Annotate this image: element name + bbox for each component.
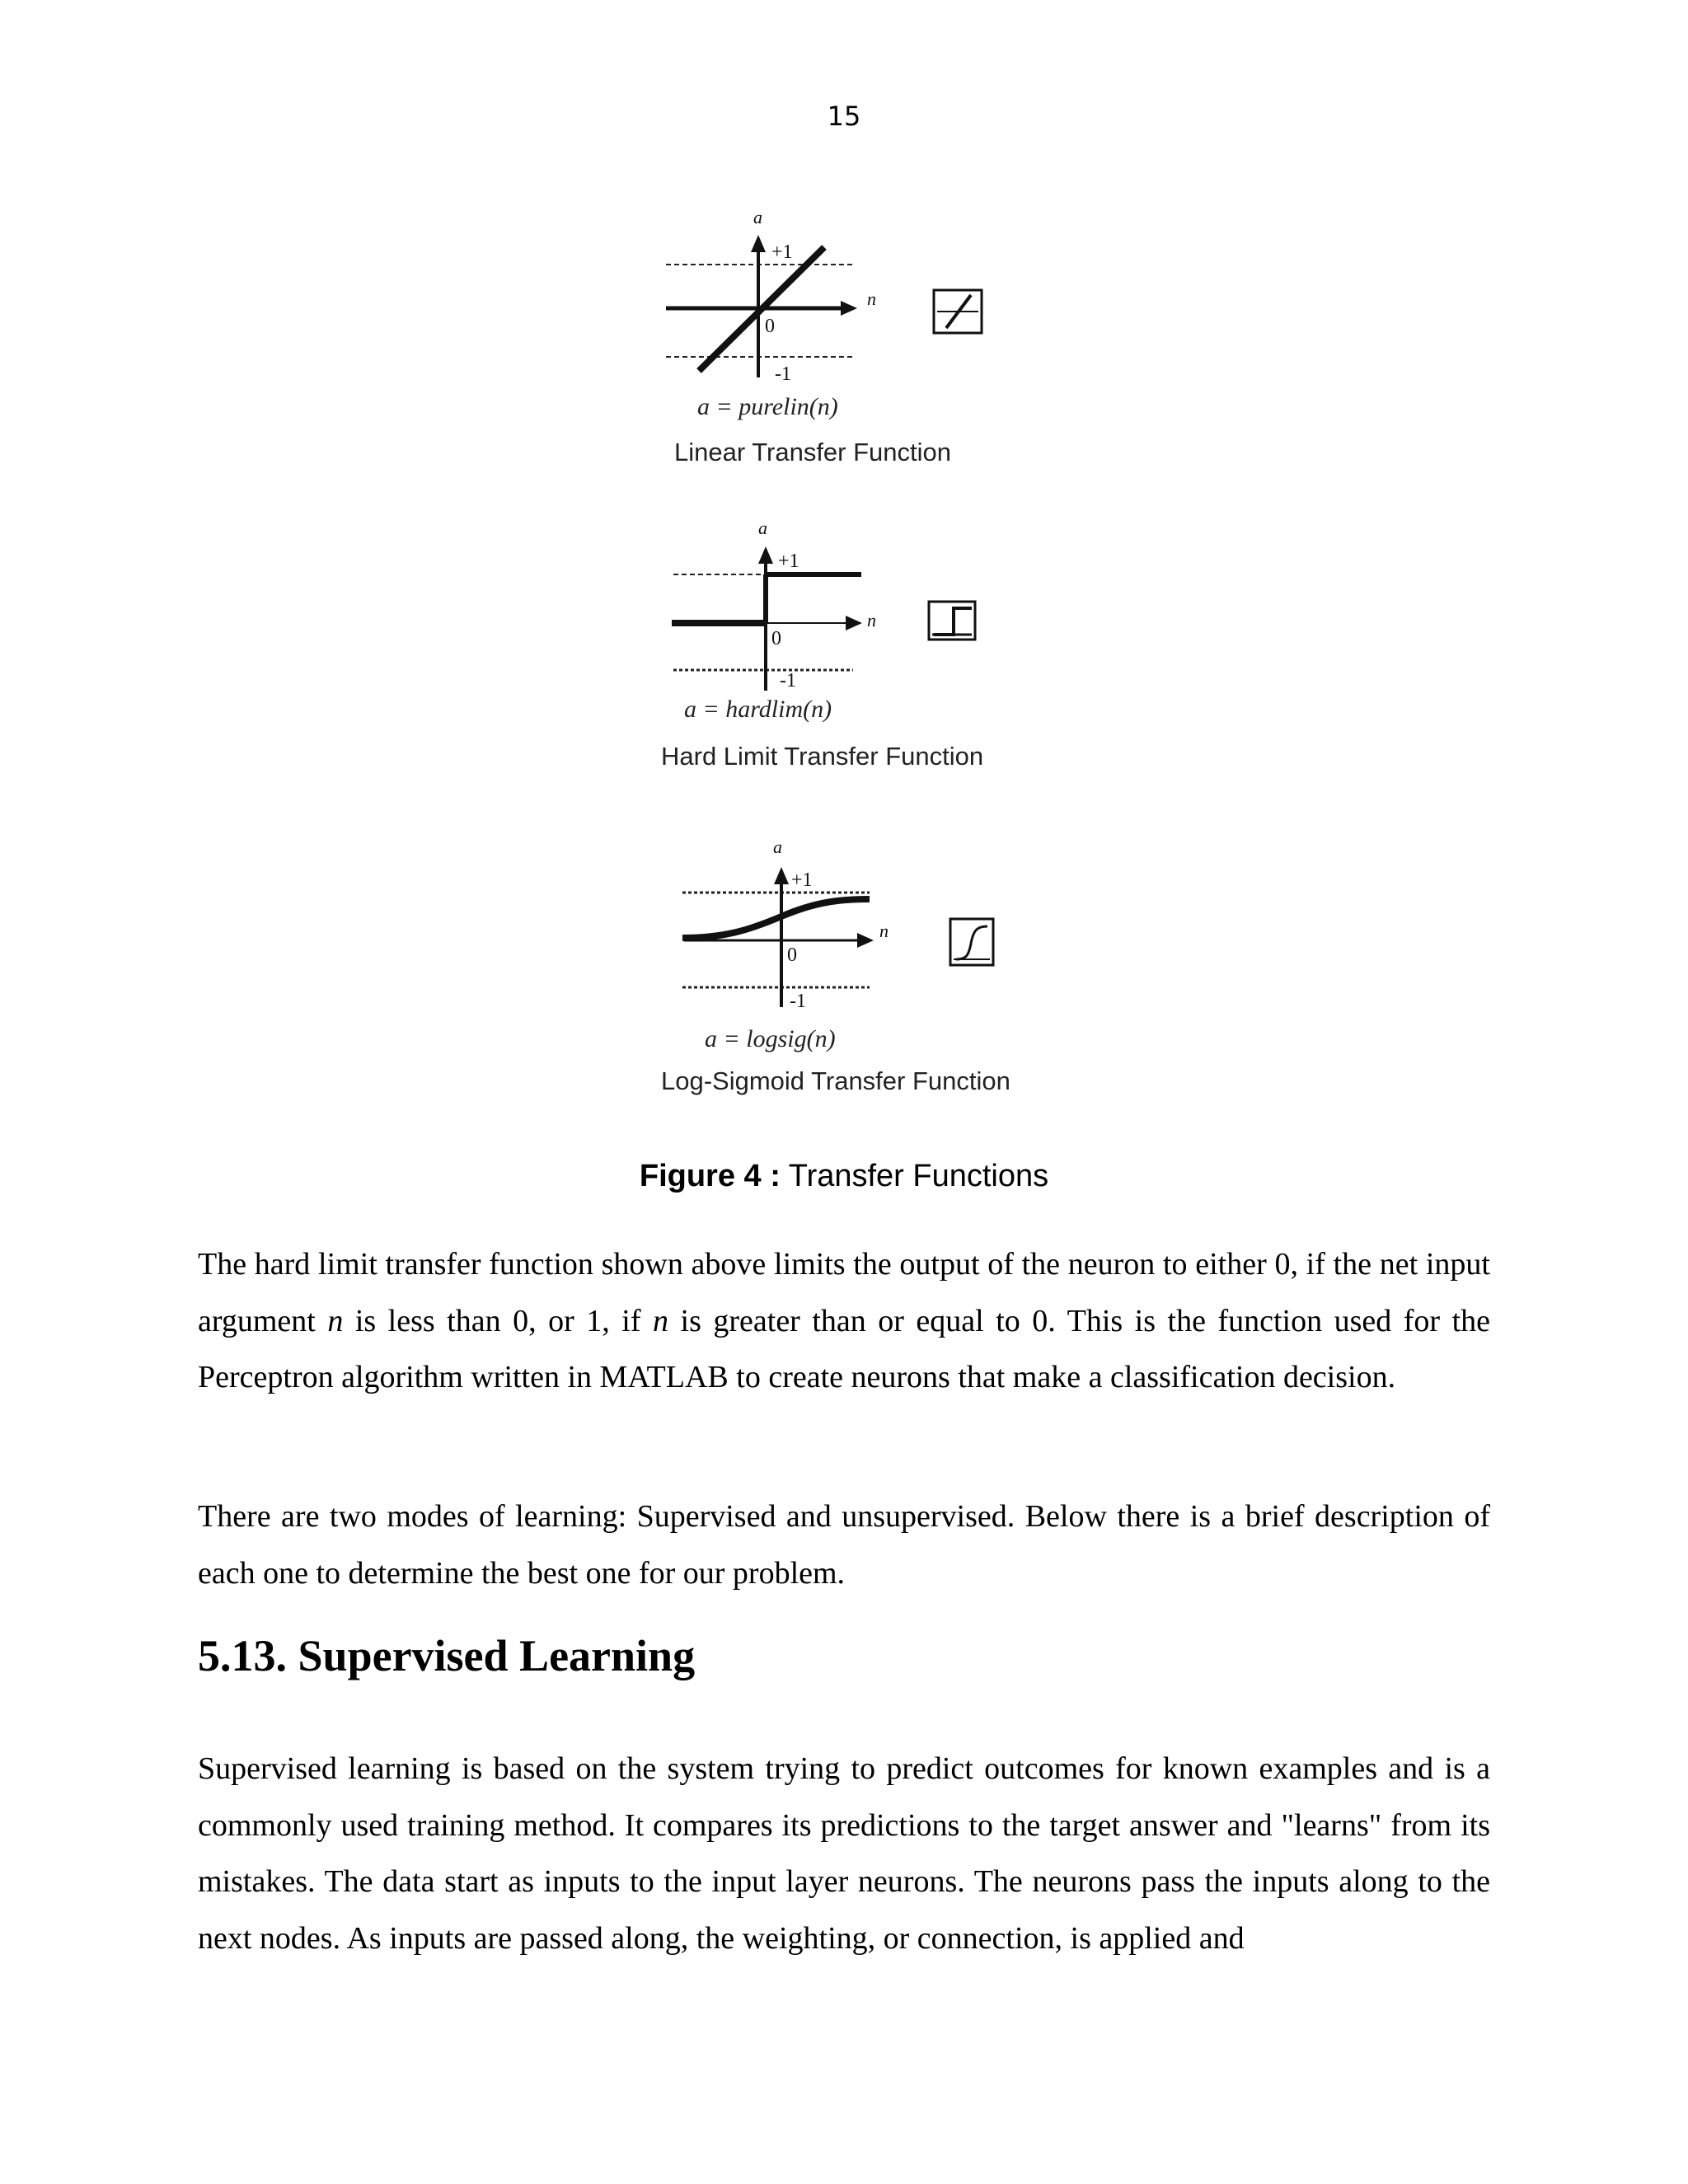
- sigmoid-symbol-icon: [950, 919, 993, 965]
- figure-caption: [0, 1159, 1688, 1194]
- text-run: is less than 0, or 1, if: [343, 1303, 654, 1338]
- purelin-equation: a = purelin(n): [697, 393, 838, 420]
- hardlim-transfer-title: Hard Limit Transfer Function: [661, 742, 984, 771]
- plus-one-label: +1: [771, 241, 793, 263]
- a-axis-label: a: [753, 207, 762, 227]
- plus-one-label: +1: [791, 869, 813, 891]
- a-axis-label: a: [758, 518, 767, 538]
- minus-one-label: -1: [780, 670, 796, 691]
- text-run: The hard limit transfer function shown above limits the output of the neuron to either 0, if the net input argument: [198, 1247, 1490, 1338]
- logsig-equation: a = logsig(n): [705, 1025, 836, 1052]
- n-axis-label: n: [867, 610, 876, 630]
- minus-one-label: -1: [775, 363, 791, 385]
- supervised-learning-paragraph: Supervised learning is based on the system trying to predict outcomes for known examples and is a commonly used training method. It compares its predictions to the target answer and "learns" from its mistakes. The data start as inputs to the input layer neurons. The neurons pass the inputs along to the next nodes. As inputs are passed along, the weighting, or connection, is applied and: [198, 1751, 1490, 1956]
- linear-transfer-title: Linear Transfer Function: [674, 438, 952, 466]
- n-axis-label: n: [867, 288, 876, 309]
- zero-label: 0: [771, 628, 781, 649]
- horizontal-axis-arrow-icon: [857, 933, 874, 948]
- hardlim-paragraph: [198, 1236, 1490, 1406]
- logsig-curve: [682, 899, 870, 938]
- n-axis-label: n: [879, 921, 889, 941]
- zero-label: 0: [765, 316, 775, 337]
- section-heading: 5.13. Supervised Learning: [198, 1631, 696, 1680]
- variable-n: n: [653, 1303, 669, 1338]
- logsig-transfer-title: Log-Sigmoid Transfer Function: [661, 1066, 1010, 1095]
- zero-label: 0: [787, 944, 797, 966]
- variable-n: n: [327, 1303, 344, 1338]
- figure-caption-label: Figure 4 :: [639, 1159, 781, 1193]
- text-run: is greater than or equal to 0. This is the function used for the Perceptron algorithm written in MATLAB to create neurons that make a classification decision.: [198, 1303, 1490, 1394]
- plus-one-label: +1: [778, 551, 799, 572]
- page-number: 15: [827, 101, 861, 132]
- vertical-axis-arrow-icon: [774, 867, 789, 884]
- a-axis-label: a: [773, 837, 782, 857]
- hardlim-equation: a = hardlim(n): [684, 696, 832, 723]
- minus-one-label: -1: [790, 991, 806, 1012]
- learning-modes-paragraph: There are two modes of learning: Supervised and unsupervised. Below there is a brief description of each one to determine the best one for our problem.: [198, 1499, 1490, 1591]
- figure-caption-text: Transfer Functions: [780, 1159, 1049, 1193]
